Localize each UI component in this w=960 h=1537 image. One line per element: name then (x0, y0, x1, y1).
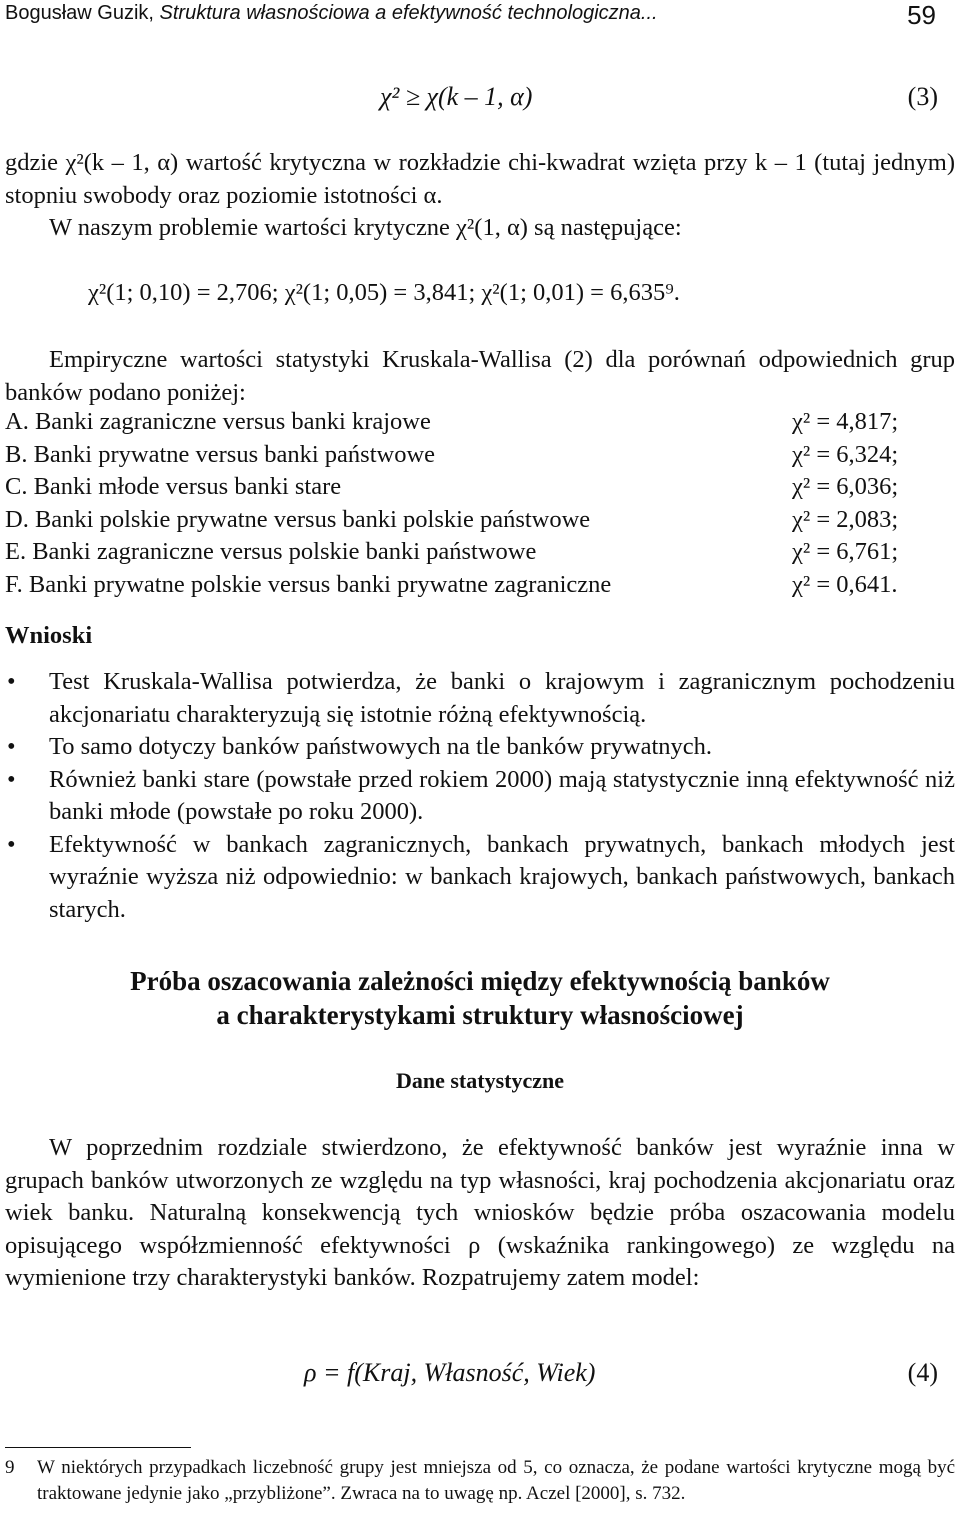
conclusion-text: Efektywność w bankach zagranicznych, bankach prywatnych, bankach młodych jest wyraźnie wyższa niż odpowiednio: w bankach krajowych, bankach państwowych, bankach starych. (49, 830, 955, 923)
section-title-line-2: a charakterystykami struktury własnościowej (216, 1000, 744, 1030)
header-authors: Bogusław Guzik, (5, 2, 154, 24)
running-header (5, 2, 658, 25)
equation-4-number: (4) (907, 1358, 938, 1387)
footnote-text: W niektórych przypadkach liczebność grupy jest mniejsza od 5, co oznacza, że podane wartości krytyczne mogą być traktowane jedynie jako „przybliżone”. Zwraca na to uwagę np. Aczel [2000], s. 732. (37, 1457, 955, 1504)
comparison-e-value: χ² = 6,761; (792, 538, 899, 565)
conclusion-item (5, 764, 955, 829)
bullet-icon: • (7, 733, 16, 760)
conclusion-item (5, 829, 955, 927)
conclusions-heading: Wnioski (5, 622, 93, 649)
comparison-b-label: B. Banki prywatne versus banki państwowe (5, 441, 436, 468)
subsection-title: Dane statystyczne (395, 1068, 565, 1093)
paragraph-critical-values-intro: W naszym problemie wartości krytyczne χ²(1, α) są następujące: (49, 214, 682, 241)
bullet-icon: • (7, 668, 16, 695)
comparison-f-value: χ² = 0,641. (792, 571, 898, 598)
conclusions-list (5, 666, 955, 926)
critical-values-line: χ²(1; 0,10) = 2,706; χ²(1; 0,05) = 3,841; χ²(1; 0,01) = 6,635⁹. (88, 279, 680, 306)
bullet-icon: • (7, 765, 16, 793)
conclusion-item (5, 731, 955, 764)
page-number: 59 (907, 0, 936, 30)
footnote-separator (5, 1447, 191, 1448)
equation-4: ρ = f(Kraj, Własność, Wiek) (304, 1358, 596, 1387)
header-title: Struktura własnościowa a efektywność technologiczna... (159, 2, 658, 24)
comparison-d-label: D. Banki polskie prywatne versus banki polskie państwowe (5, 506, 591, 533)
paragraph-critical-value-definition: gdzie χ²(k – 1, α) wartość krytyczna w rozkładzie chi-kwadrat wzięta przy k – 1 (tutaj jednym) stopniu swobody oraz poziomie istotności α. (5, 149, 955, 209)
comparison-b-value: χ² = 6,324; (792, 441, 899, 468)
comparison-d-value: χ² = 2,083; (792, 506, 899, 533)
section-title-line-1: Próba oszacowania zależności między efektywnością banków (130, 966, 830, 996)
comparison-e-label: E. Banki zagraniczne versus polskie banki państwowe (5, 538, 537, 565)
conclusion-text: Również banki stare (powstałe przed rokiem 2000) mają statystycznie inną efektywność niż banki młode (powstałe po roku 2000). (49, 765, 955, 825)
comparison-f-label: F. Banki prywatne polskie versus banki prywatne zagraniczne (5, 571, 612, 598)
comparison-c-value: χ² = 6,036; (792, 473, 899, 500)
conclusion-text: To samo dotyczy banków państwowych na tle banków prywatnych. (49, 733, 713, 760)
equation-3: χ² ≥ χ(k – 1, α) (380, 82, 533, 111)
comparison-a-label: A. Banki zagraniczne versus banki krajowe (5, 408, 431, 435)
footnote (5, 1455, 955, 1507)
comparison-a-value: χ² = 4,817; (792, 408, 899, 435)
conclusion-item (5, 666, 955, 731)
paragraph-empirical-values: Empiryczne wartości statystyki Kruskala-Wallisa (2) dla porównań odpowiednich grup banków podano poniżej: (5, 346, 955, 406)
footnote-number: 9 (5, 1457, 15, 1478)
paragraph-model-intro: W poprzednim rozdziale stwierdzono, że efektywność banków jest wyraźnie inna w grupach banków utworzonych ze względu na typ własności, kraj pochodzenia akcjonariatu oraz wiek banku. Naturalną konsekwencją tych wniosków będzie próba oszacowania modelu opisującego współzmienność efektywności ρ (wskaźnika rankingowego) ze względu na wymienione trzy charakterystyki banków. Rozpatrujemy zatem model: (5, 1134, 955, 1291)
equation-3-number: (3) (907, 82, 938, 111)
comparison-c-label: C. Banki młode versus banki stare (5, 473, 342, 500)
bullet-icon: • (7, 830, 16, 858)
conclusion-text: Test Kruskala-Wallisa potwierdza, że banki o krajowym i zagranicznym pochodzeniu akcjonariatu charakteryzują się istotnie różną efektywnością. (49, 668, 955, 728)
